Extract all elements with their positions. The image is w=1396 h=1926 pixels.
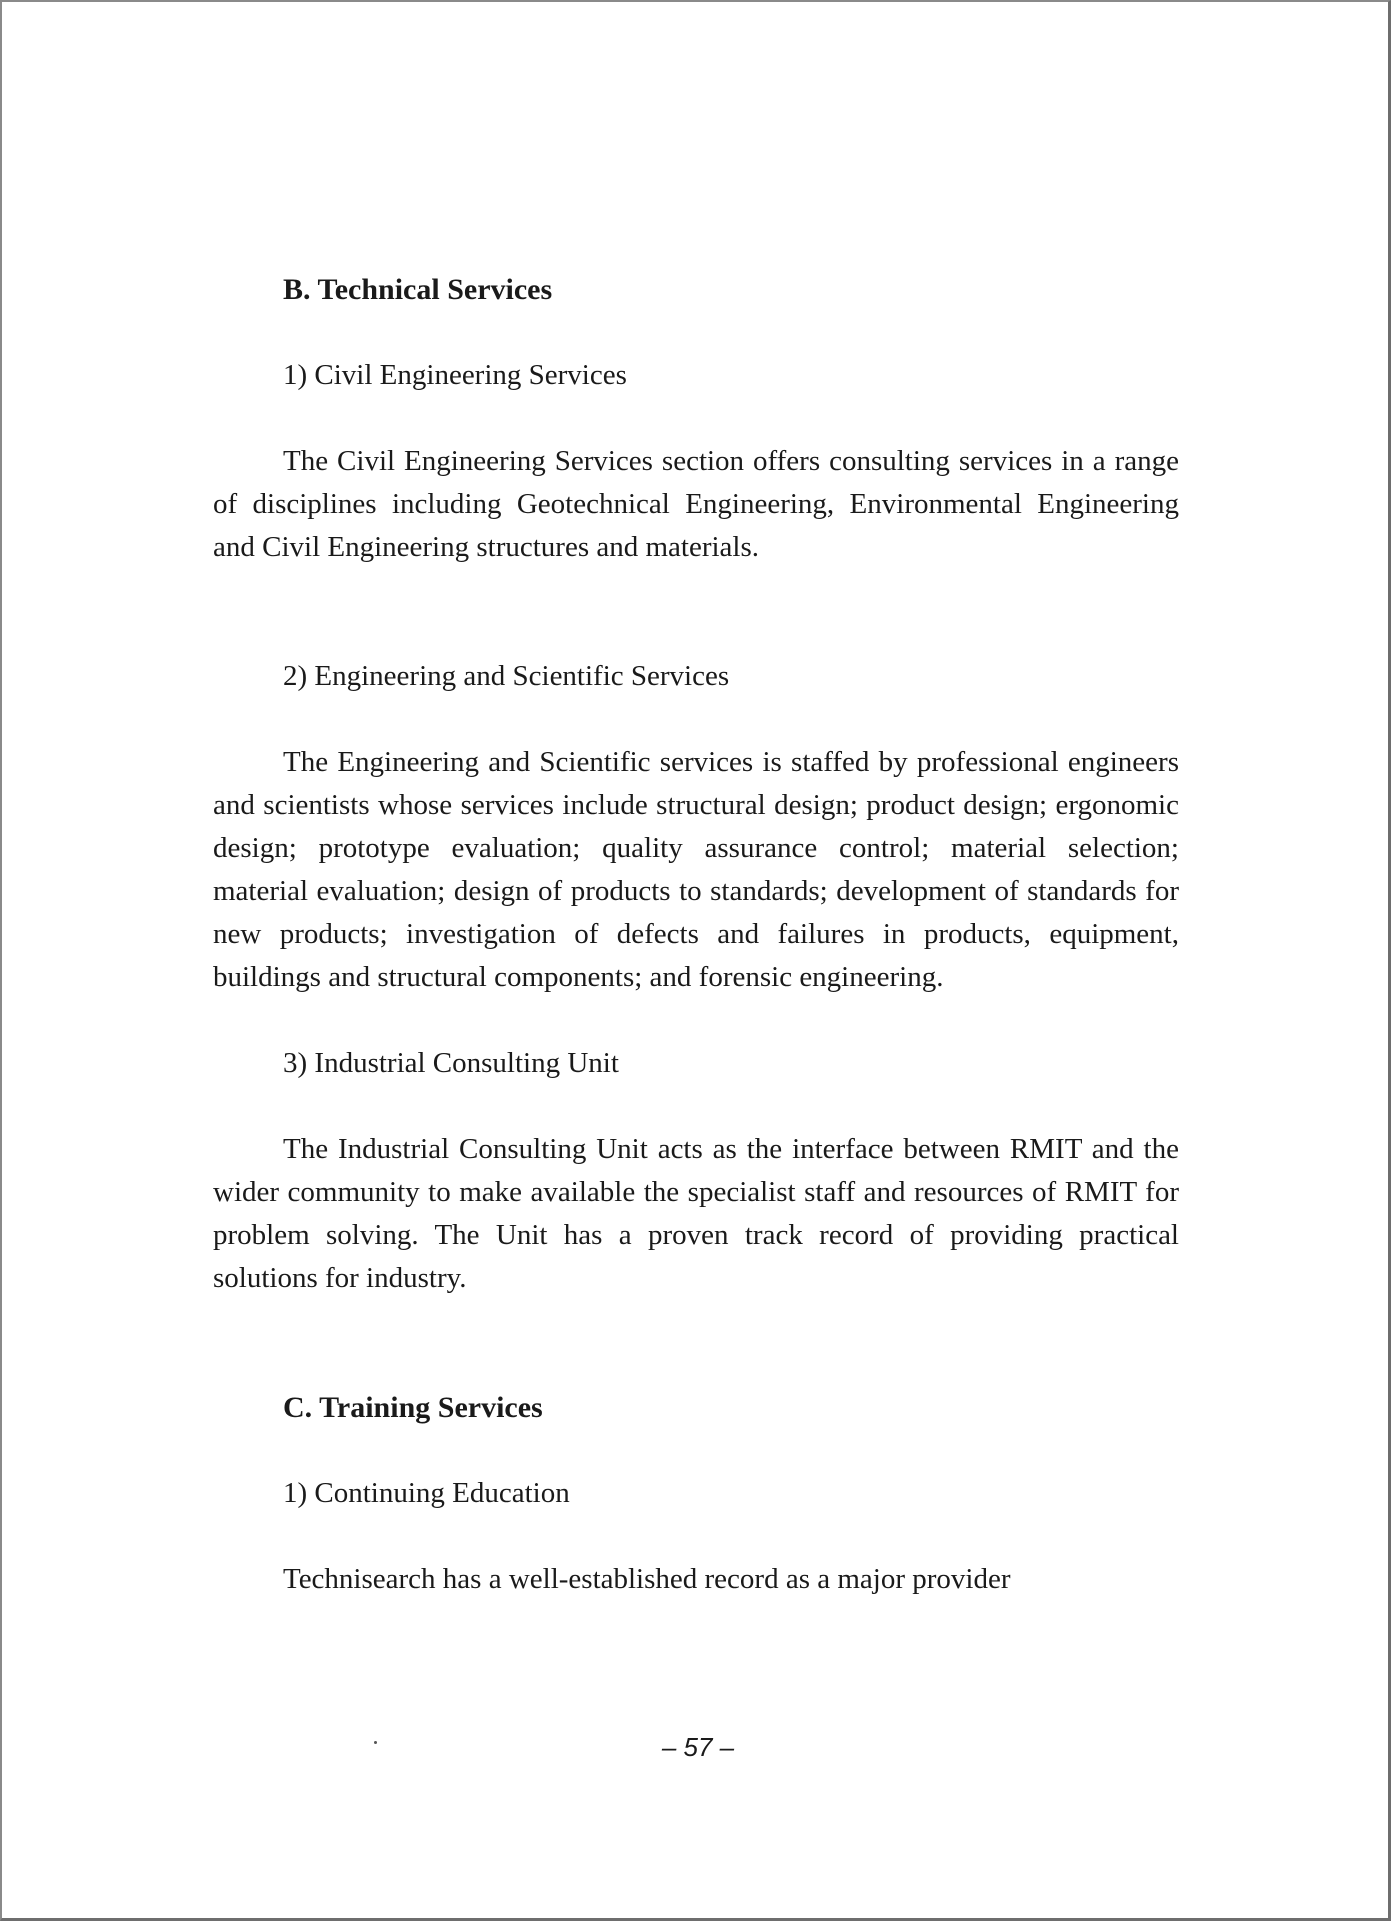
- section-heading-technical-services: B. Technical Services: [283, 273, 553, 306]
- subsection-title-civil-engineering: 1) Civil Engineering Services: [283, 359, 627, 391]
- subsection-title-industrial-consulting: 3) Industrial Consulting Unit: [283, 1047, 619, 1079]
- paragraph-industrial-consulting: The Industrial Consulting Unit acts as the interface between RMIT and the wider community to make available the specialist staff and resources of RMIT for problem solving. The Unit has a proven track record of providing practical solutions for industry.: [213, 1133, 1179, 1294]
- document-body: [213, 268, 1179, 1601]
- subsection-title-continuing-education: 1) Continuing Education: [283, 1477, 570, 1509]
- page-number: – 57 –: [661, 1732, 735, 1762]
- paragraph-continuing-education: Technisearch has a well-established record as a major provider: [283, 1563, 1011, 1595]
- paragraph-engineering-scientific: The Engineering and Scientific services is staffed by professional engineers and scientists whose services include structural design; product design; ergonomic design; prototype evaluation; quality assurance control; material selection; material evaluation; design of products to standards; development of standards for new products; investigation of defects and failures in products, equipment, buildings and structural components; and forensic engineering.: [213, 746, 1179, 993]
- paragraph-civil-engineering: The Civil Engineering Services section offers consulting services in a range of disciplines including Geotechnical Engineering, Environmental Engineering and Civil Engineering structures and materials.: [213, 445, 1179, 563]
- subsection-title-engineering-scientific: 2) Engineering and Scientific Services: [283, 660, 730, 692]
- section-heading-training-services: C. Training Services: [283, 1391, 543, 1424]
